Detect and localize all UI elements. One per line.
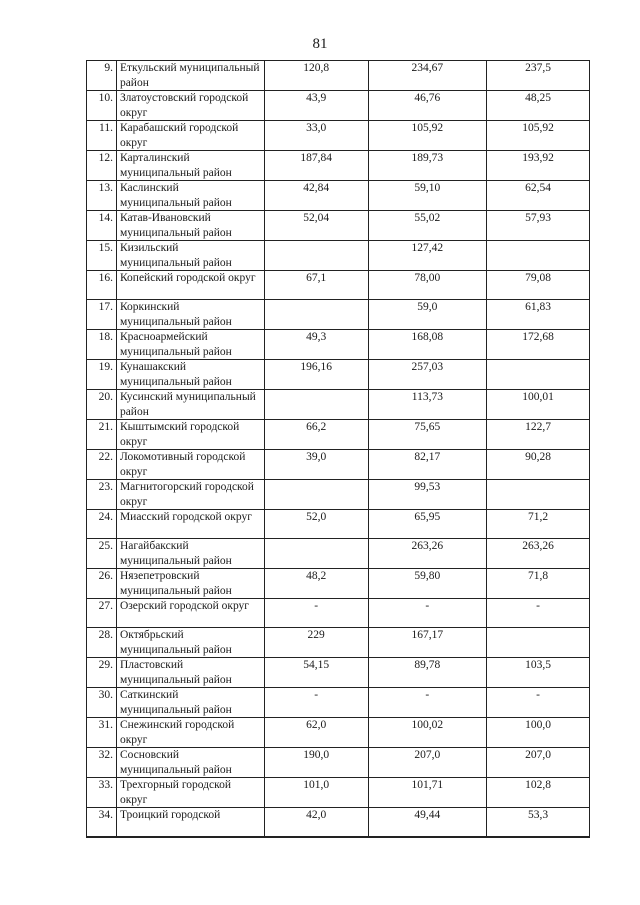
value-col-3	[487, 480, 590, 510]
table-row	[87, 688, 590, 718]
municipality-name: Каслинский муниципальный район	[116, 181, 264, 211]
municipality-name: Катав-Ивановский муниципальный район	[116, 211, 264, 241]
table-row	[87, 390, 590, 420]
municipality-name: Коркинский муниципальный район	[116, 300, 264, 330]
row-number: 10.	[87, 91, 117, 121]
municipality-name: Еткульский муниципальный район	[116, 61, 264, 91]
value-col-2: 75,65	[368, 420, 487, 450]
municipality-name: Локомотивный городской округ	[116, 450, 264, 480]
row-number: 29.	[87, 658, 117, 688]
row-number: 18.	[87, 330, 117, 360]
row-number: 34.	[87, 808, 117, 837]
value-col-3: 263,26	[487, 539, 590, 569]
row-number: 11.	[87, 121, 117, 151]
value-col-3: -	[487, 599, 590, 628]
value-col-2: 257,03	[368, 360, 487, 390]
value-col-2: 99,53	[368, 480, 487, 510]
table-row	[87, 480, 590, 510]
table-row	[87, 748, 590, 778]
row-number: 17.	[87, 300, 117, 330]
value-col-3: 79,08	[487, 271, 590, 300]
row-number: 25.	[87, 539, 117, 569]
row-number: 23.	[87, 480, 117, 510]
row-number: 20.	[87, 390, 117, 420]
value-col-2: 46,76	[368, 91, 487, 121]
municipality-name: Кунашакский муниципальный район	[116, 360, 264, 390]
row-number: 31.	[87, 718, 117, 748]
row-number: 26.	[87, 569, 117, 599]
row-number: 22.	[87, 450, 117, 480]
value-col-3: 237,5	[487, 61, 590, 91]
table-row	[87, 569, 590, 599]
municipality-name: Миасский городской округ	[116, 510, 264, 539]
row-number: 14.	[87, 211, 117, 241]
table-row	[87, 628, 590, 658]
row-number: 13.	[87, 181, 117, 211]
value-col-2: 78,00	[368, 271, 487, 300]
municipality-name: Октябрьский муниципальный район	[116, 628, 264, 658]
row-number: 12.	[87, 151, 117, 181]
value-col-3: 100,0	[487, 718, 590, 748]
value-col-1: 187,84	[264, 151, 368, 181]
row-number: 30.	[87, 688, 117, 718]
municipality-name: Снежинский городской округ	[116, 718, 264, 748]
value-col-2: 105,92	[368, 121, 487, 151]
row-number: 32.	[87, 748, 117, 778]
value-col-2: 189,73	[368, 151, 487, 181]
value-col-2: 167,17	[368, 628, 487, 658]
table-row	[87, 300, 590, 330]
value-col-3	[487, 628, 590, 658]
value-col-1: 190,0	[264, 748, 368, 778]
value-col-1: 43,9	[264, 91, 368, 121]
municipality-name: Нагайбакский муниципальный район	[116, 539, 264, 569]
municipality-name: Карталинский муниципальный район	[116, 151, 264, 181]
value-col-1: 67,1	[264, 271, 368, 300]
value-col-1: 52,0	[264, 510, 368, 539]
municipality-name: Кизильский муниципальный район	[116, 241, 264, 271]
table-row	[87, 778, 590, 808]
municipality-name: Сосновский муниципальный район	[116, 748, 264, 778]
value-col-3: 62,54	[487, 181, 590, 211]
value-col-2: 113,73	[368, 390, 487, 420]
table-row	[87, 718, 590, 748]
table-row	[87, 658, 590, 688]
value-col-1	[264, 300, 368, 330]
value-col-3: 103,5	[487, 658, 590, 688]
value-col-1	[264, 480, 368, 510]
table-row	[87, 91, 590, 121]
table-row	[87, 181, 590, 211]
value-col-3: 53,3	[487, 808, 590, 837]
table-row	[87, 211, 590, 241]
value-col-3: -	[487, 688, 590, 718]
table-row	[87, 420, 590, 450]
row-number: 27.	[87, 599, 117, 628]
value-col-3: 172,68	[487, 330, 590, 360]
value-col-1	[264, 390, 368, 420]
municipality-name: Карабашский городской округ	[116, 121, 264, 151]
value-col-1: 101,0	[264, 778, 368, 808]
table-row	[87, 271, 590, 300]
value-col-1	[264, 241, 368, 271]
row-number: 21.	[87, 420, 117, 450]
row-number: 28.	[87, 628, 117, 658]
value-col-3: 100,01	[487, 390, 590, 420]
value-col-1: -	[264, 688, 368, 718]
value-col-3: 57,93	[487, 211, 590, 241]
value-col-2: 49,44	[368, 808, 487, 837]
municipality-name: Саткинский муниципальный район	[116, 688, 264, 718]
row-number: 9.	[87, 61, 117, 91]
value-col-3: 48,25	[487, 91, 590, 121]
value-col-2: 59,80	[368, 569, 487, 599]
value-col-1	[264, 539, 368, 569]
municipality-name: Копейский городской округ	[116, 271, 264, 300]
municipality-name: Магнитогорский городской округ	[116, 480, 264, 510]
page-number: 81	[312, 36, 328, 52]
value-col-1: 196,16	[264, 360, 368, 390]
row-number: 33.	[87, 778, 117, 808]
value-col-1: 54,15	[264, 658, 368, 688]
municipality-name: Кыштымский городской округ	[116, 420, 264, 450]
municipality-name: Троицкий городской	[116, 808, 264, 837]
value-col-1: 120,8	[264, 61, 368, 91]
value-col-1: 42,84	[264, 181, 368, 211]
table-row	[87, 330, 590, 360]
value-col-2: 127,42	[368, 241, 487, 271]
value-col-1: 62,0	[264, 718, 368, 748]
municipality-name: Пластовский муниципальный район	[116, 658, 264, 688]
value-col-2: -	[368, 599, 487, 628]
value-col-2: 101,71	[368, 778, 487, 808]
table-row	[87, 539, 590, 569]
table-body	[87, 61, 590, 837]
municipality-name: Трехгорный городской округ	[116, 778, 264, 808]
value-col-2: 168,08	[368, 330, 487, 360]
value-col-3	[487, 241, 590, 271]
row-number: 15.	[87, 241, 117, 271]
value-col-1: 39,0	[264, 450, 368, 480]
row-number: 24.	[87, 510, 117, 539]
table-row	[87, 121, 590, 151]
value-col-3: 61,83	[487, 300, 590, 330]
value-col-1: 48,2	[264, 569, 368, 599]
value-col-3: 90,28	[487, 450, 590, 480]
value-col-2: 263,26	[368, 539, 487, 569]
value-col-3: 102,8	[487, 778, 590, 808]
municipality-name: Кусинский муниципальный район	[116, 390, 264, 420]
value-col-2: 55,02	[368, 211, 487, 241]
value-col-2: 59,10	[368, 181, 487, 211]
value-col-1: 33,0	[264, 121, 368, 151]
value-col-3	[487, 360, 590, 390]
value-col-2: 207,0	[368, 748, 487, 778]
data-table	[86, 60, 590, 838]
table-row	[87, 61, 590, 91]
value-col-3: 193,92	[487, 151, 590, 181]
table-row	[87, 599, 590, 628]
value-col-2: -	[368, 688, 487, 718]
row-number: 19.	[87, 360, 117, 390]
value-col-1: 229	[264, 628, 368, 658]
value-col-1: 42,0	[264, 808, 368, 837]
value-col-1: 66,2	[264, 420, 368, 450]
value-col-3: 71,8	[487, 569, 590, 599]
value-col-1: 49,3	[264, 330, 368, 360]
municipality-name: Златоустовский городской округ	[116, 91, 264, 121]
value-col-3: 105,92	[487, 121, 590, 151]
value-col-3: 207,0	[487, 748, 590, 778]
table-row	[87, 151, 590, 181]
municipality-name: Нязепетровский муниципальный район	[116, 569, 264, 599]
value-col-2: 100,02	[368, 718, 487, 748]
value-col-2: 234,67	[368, 61, 487, 91]
value-col-1: -	[264, 599, 368, 628]
table-row	[87, 808, 590, 837]
table-row	[87, 360, 590, 390]
value-col-1: 52,04	[264, 211, 368, 241]
value-col-2: 65,95	[368, 510, 487, 539]
value-col-3: 71,2	[487, 510, 590, 539]
value-col-2: 82,17	[368, 450, 487, 480]
row-number: 16.	[87, 271, 117, 300]
municipality-name: Озерский городской округ	[116, 599, 264, 628]
table-row	[87, 450, 590, 480]
value-col-2: 59,0	[368, 300, 487, 330]
table-row	[87, 510, 590, 539]
municipality-name: Красноармейский муниципальный район	[116, 330, 264, 360]
table-row	[87, 241, 590, 271]
value-col-2: 89,78	[368, 658, 487, 688]
value-col-3: 122,7	[487, 420, 590, 450]
